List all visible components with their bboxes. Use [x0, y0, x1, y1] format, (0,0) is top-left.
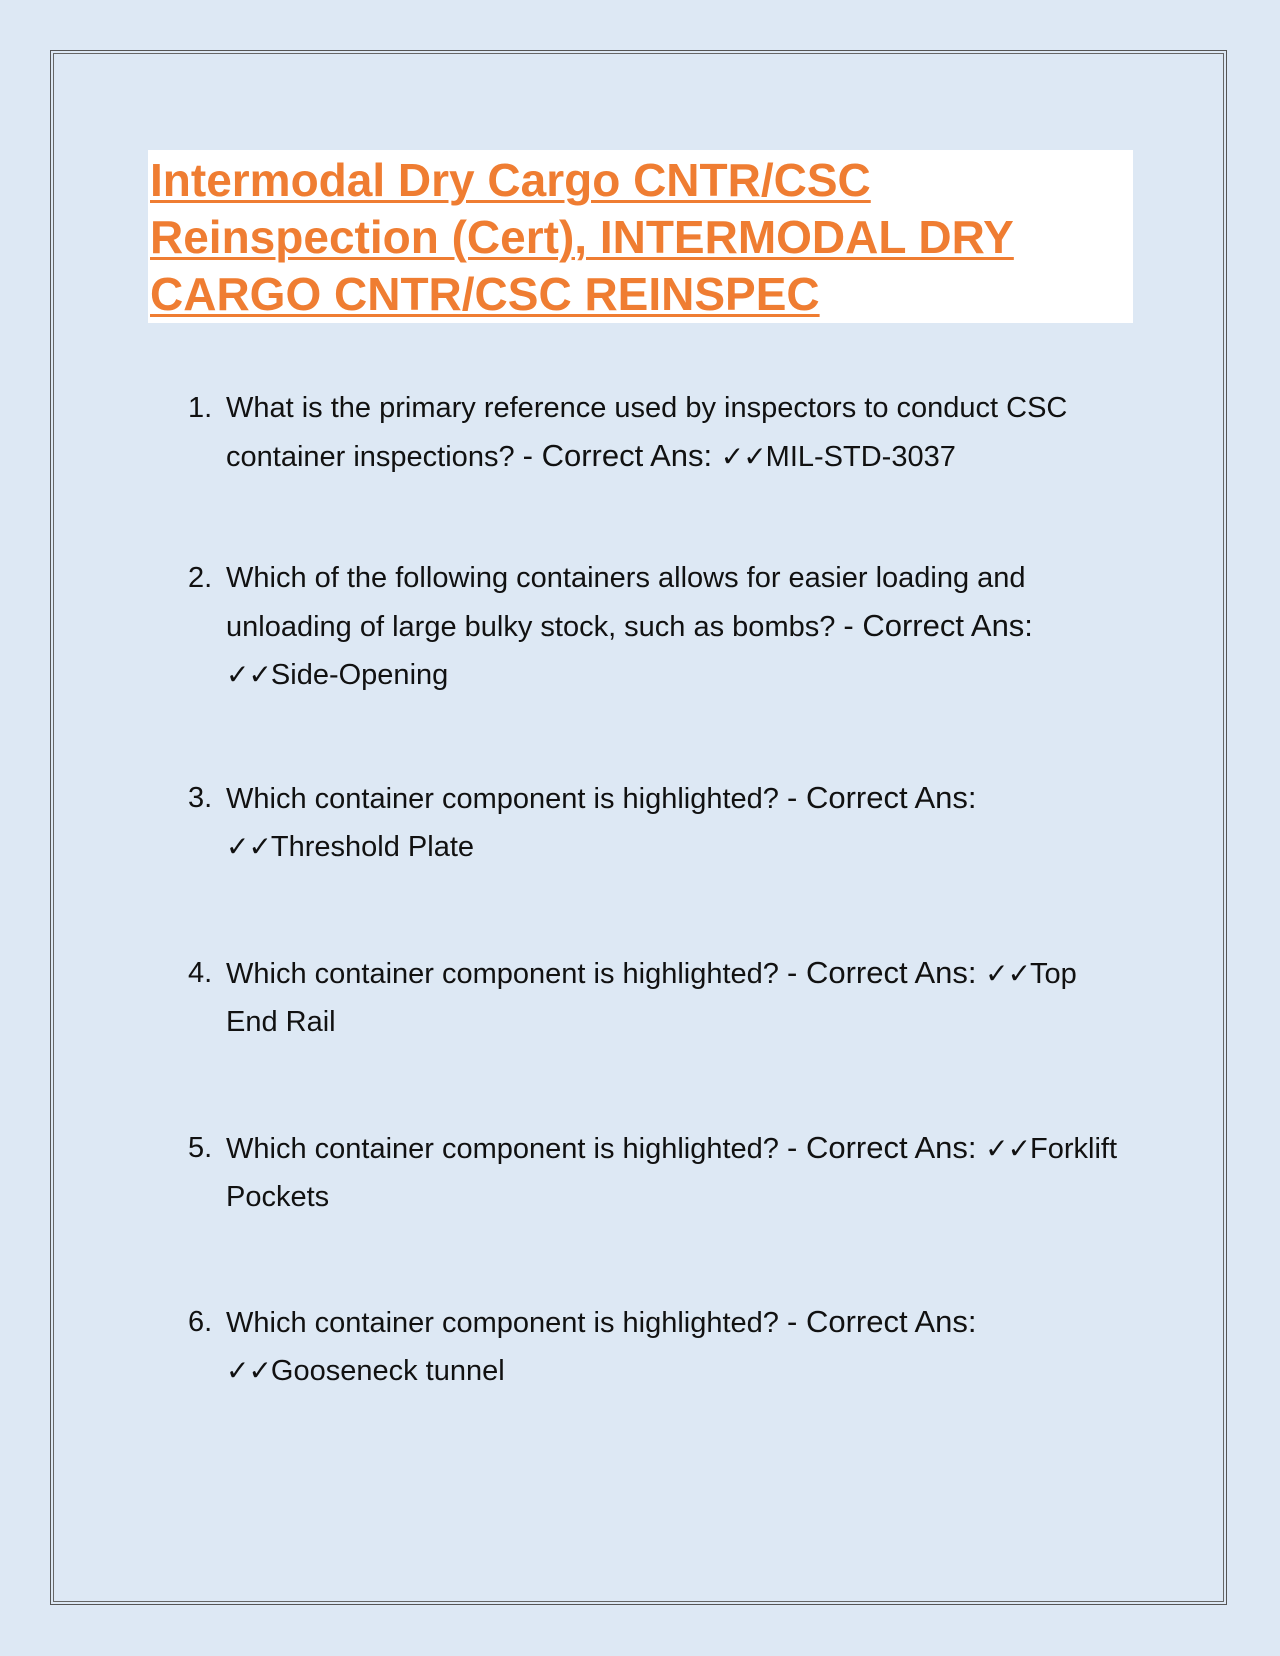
question-body [226, 554, 1128, 699]
answer-prefix: - Correct Ans: [787, 1130, 986, 1165]
answer-text: Threshold Plate [270, 831, 475, 863]
question-number: 3. [188, 782, 213, 814]
question-item-6 [188, 1298, 1128, 1395]
answer-prefix: - Correct Ans: [787, 955, 986, 990]
question-number: 6. [188, 1306, 213, 1338]
question-text: Which container component is highlighted? [226, 783, 779, 815]
double-check-icon: ✓✓ [226, 830, 271, 863]
answer-text: Side-Opening [270, 659, 449, 691]
question-text: Which container component is highlighted? [226, 958, 779, 990]
question-body [226, 384, 1128, 481]
double-check-icon: ✓✓ [720, 440, 766, 473]
answer-text: Forklift Pockets [226, 1133, 1118, 1213]
double-check-icon: ✓✓ [985, 1132, 1031, 1165]
question-text: What is the primary reference used by inspectors to conduct CSC container inspections? [226, 392, 1068, 473]
question-body [226, 949, 1128, 1046]
question-body [226, 1124, 1128, 1221]
question-number: 5. [188, 1132, 213, 1164]
double-check-icon: ✓✓ [226, 1354, 271, 1387]
answer-text: Top End Rail [226, 958, 1077, 1038]
answer-prefix: - Correct Ans: [843, 608, 1033, 643]
question-text: Which container component is highlighted? [226, 1133, 779, 1165]
answer-prefix: - Correct Ans: [787, 780, 977, 815]
question-item-1 [188, 384, 1128, 481]
question-number: 1. [188, 392, 213, 424]
question-text: Which container component is highlighted? [226, 1307, 779, 1339]
question-item-2 [188, 554, 1128, 699]
question-item-5 [188, 1124, 1128, 1221]
title-block [148, 150, 1133, 323]
question-body [226, 1298, 1128, 1395]
question-number: 2. [188, 562, 213, 594]
answer-prefix: - Correct Ans: [522, 438, 721, 473]
answer-text: MIL-STD-3037 [765, 441, 956, 473]
question-text: Which of the following containers allows for easier loading and unloading of large bulky stock, such as bombs? [226, 562, 1026, 643]
question-number: 4. [188, 957, 213, 989]
question-item-3 [188, 774, 1128, 871]
question-item-4 [188, 949, 1128, 1046]
answer-prefix: - Correct Ans: [787, 1304, 977, 1339]
answer-text: Gooseneck tunnel [270, 1355, 505, 1387]
question-body [226, 774, 1128, 871]
double-check-icon: ✓✓ [985, 957, 1031, 990]
document-title: Intermodal Dry Cargo CNTR/CSC Reinspection (Cert), INTERMODAL DRY CARGO CNTR/CSC REINSPEC [150, 154, 1014, 320]
double-check-icon: ✓✓ [226, 658, 271, 691]
